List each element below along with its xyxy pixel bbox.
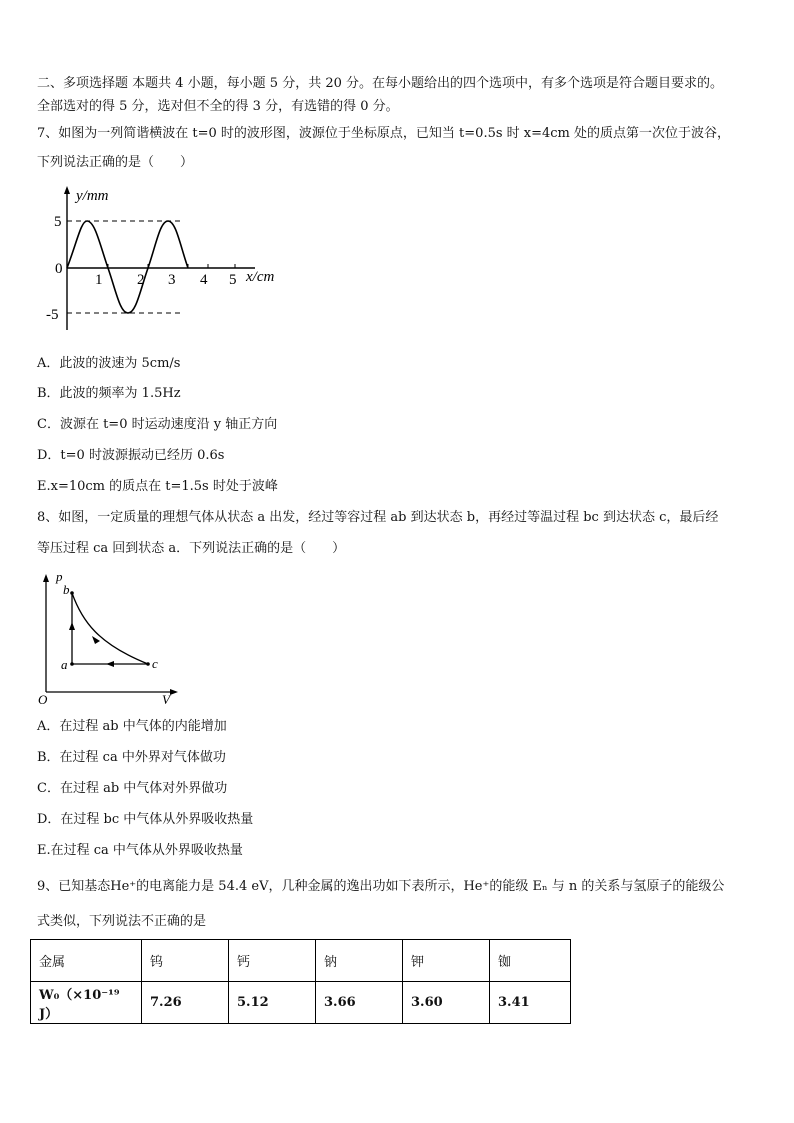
q7-option-a: A．此波的波速为 5cm/s — [37, 356, 181, 371]
q7-origin-label: 0 — [55, 261, 63, 277]
table-cell-rubidium: 3.41 — [490, 982, 571, 1024]
q7-x-tick-1: 1 — [95, 272, 103, 288]
q8-point-a-label: a — [61, 657, 68, 672]
q8-arrow-ca — [106, 661, 114, 667]
q8-option-a: A．在过程 ab 中气体的内能增加 — [37, 719, 227, 734]
table-header-metal: 金属 — [31, 940, 142, 982]
q7-x-tick-4: 4 — [200, 272, 208, 288]
table-header-rubidium: 铷 — [490, 940, 571, 982]
table-cell-calcium: 5.12 — [229, 982, 316, 1024]
q8-p-label: p — [56, 569, 63, 584]
table-header-potassium: 钾 — [403, 940, 490, 982]
q8-arrow-ab — [69, 622, 75, 630]
table-cell-potassium: 3.60 — [403, 982, 490, 1024]
q7-option-b: B．此波的频率为 1.5Hz — [37, 386, 181, 401]
q8-p-axis-arrow — [43, 574, 49, 582]
q8-arrow-bc — [92, 636, 100, 644]
q7-y-tick-5: 5 — [54, 214, 62, 230]
q7-x-tick-5: 5 — [229, 272, 237, 288]
work-function-table — [30, 939, 571, 1024]
q8-option-d: D．在过程 bc 中气体从外界吸收热量 — [37, 812, 254, 827]
q7-wave-curve — [67, 221, 188, 313]
section-instructions-line-1: 二、多项选择题 本题共 4 小题，每小题 5 分，共 20 分。在每小题给出的四个选项中，有多个选项是符合题目要求的。 — [37, 76, 724, 91]
q7-option-e: E.x=10cm 的质点在 t=1.5s 时处于波峰 — [37, 479, 278, 494]
q8-pv-graph — [36, 566, 186, 706]
table-header-sodium: 钠 — [316, 940, 403, 982]
q8-point-c-label: c — [152, 656, 158, 671]
q7-x-tick-2: 2 — [137, 272, 145, 288]
q8-option-c: C．在过程 ab 中气体对外界做功 — [37, 781, 228, 796]
table-cell-tungsten: 7.26 — [142, 982, 229, 1024]
q9-stem-line-2: 式类似，下列说法不正确的是 — [37, 914, 207, 929]
q8-process-bc — [72, 593, 148, 664]
q8-option-e: E.在过程 ca 中气体从外界吸收热量 — [37, 843, 243, 858]
table-row — [31, 982, 571, 1024]
q8-stem-line-2: 等压过程 ca 回到状态 a．下列说法正确的是（ ） — [37, 541, 346, 556]
table-row-label: W₀（×10⁻¹⁹ J） — [31, 982, 142, 1024]
q8-v-label: V — [162, 692, 170, 706]
q7-option-c: C．波源在 t=0 时运动速度沿 y 轴正方向 — [37, 417, 278, 432]
q8-origin-label: O — [38, 692, 48, 706]
q7-wave-graph — [40, 180, 300, 340]
q7-stem-line-2: 下列说法正确的是（ ） — [37, 155, 194, 170]
table-header-calcium: 钙 — [229, 940, 316, 982]
q8-point-b-label: b — [63, 582, 70, 597]
q7-option-d: D．t=0 时波源振动已经历 0.6s — [37, 448, 225, 463]
q9-stem-line-1: 9、已知基态He⁺的电离能力是 54.4 eV，几种金属的逸出功如下表所示，He⁺的能级 Eₙ 与 n 的关系与氢原子的能级公 — [37, 879, 725, 894]
table-header-row — [31, 940, 571, 982]
q7-stem-line-1: 7、如图为一列简谐横波在 t=0 时的波形图，波源位于坐标原点，已知当 t=0.5s 时 x=4cm 处的质点第一次位于波谷， — [37, 126, 731, 141]
q7-y-axis-label: y/mm — [76, 188, 109, 204]
q8-option-b: B．在过程 ca 中外界对气体做功 — [37, 750, 226, 765]
table-cell-sodium: 3.66 — [316, 982, 403, 1024]
q8-v-axis-arrow — [170, 689, 178, 695]
q8-stem-line-1: 8、如图，一定质量的理想气体从状态 a 出发，经过等容过程 ab 到达状态 b，再经过等温过程 bc 到达状态 c，最后经 — [37, 510, 719, 525]
q7-x-axis-label: x/cm — [246, 269, 275, 285]
table-header-tungsten: 钨 — [142, 940, 229, 982]
q7-y-tick-neg5: -5 — [46, 307, 59, 323]
q7-y-axis-arrow — [64, 186, 70, 194]
q7-x-tick-3: 3 — [168, 272, 176, 288]
section-instructions-line-2: 全部选对的得 5 分，选对但不全的得 3 分，有选错的得 0 分。 — [37, 99, 399, 114]
